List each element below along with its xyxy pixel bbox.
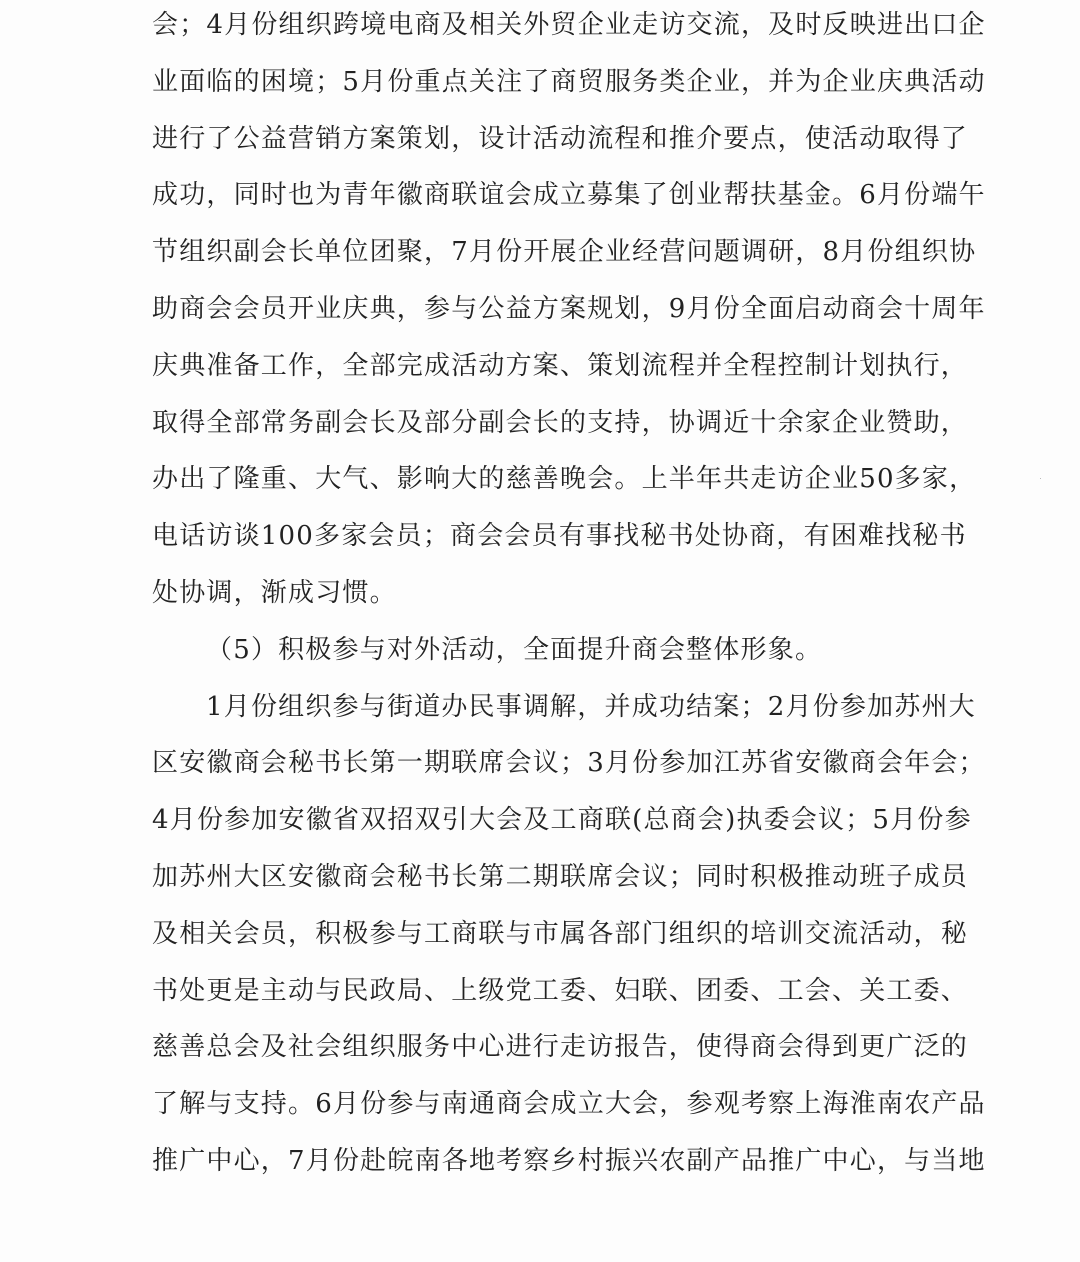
- text-line: 成功，同时也为青年徽商联谊会成立募集了创业帮扶基金。6月份端午: [152, 180, 986, 211]
- text-line: 节组织副会长单位团聚，7月份开展企业经营问题调研，8月份组织协: [152, 237, 977, 268]
- text-line: 区安徽商会秘书长第一期联席会议；3月份参加江苏省安徽商会年会；: [152, 748, 986, 779]
- text-line: 取得全部常务副会长及部分副会长的支持，协调近十余家企业赞助，: [152, 407, 969, 438]
- text-line: 推广中心，7月份赴皖南各地考察乡村振兴农副产品推广中心，与当地: [152, 1145, 986, 1176]
- text-line: 庆典准备工作，全部完成活动方案、策划流程并全程控制计划执行，: [152, 350, 969, 381]
- text-line: 4月份参加安徽省双招双引大会及工商联(总商会)执委会议；5月份参: [152, 805, 972, 836]
- text-line: 电话访谈100多家会员；商会会员有事找秘书处协商，有困难找秘书: [152, 521, 967, 552]
- text-line: 处协调，渐成习惯。: [152, 577, 397, 608]
- text-line: 1月份组织参与街道办民事调解，并成功结案；2月份参加苏州大: [206, 691, 976, 722]
- text-line: 加苏州大区安徽商会秘书长第二期联席会议；同时积极推动班子成员: [152, 861, 969, 892]
- text-line: 了解与支持。6月份参与南通商会成立大会，参观考察上海淮南农产品: [152, 1089, 986, 1120]
- text-line: 会；4月份组织跨境电商及相关外贸企业走访交流，及时反映进出口企: [152, 10, 986, 40]
- text-line: 书处更是主动与民政局、上级党工委、妇联、团委、工会、关工委、: [152, 975, 969, 1006]
- text-line: 办出了隆重、大气、影响大的慈善晚会。上半年共走访企业50多家，: [152, 464, 977, 495]
- text-line: 助商会会员开业庆典，参与公益方案规划，9月份全面启动商会十周年: [152, 293, 986, 324]
- document-body: [152, 0, 986, 1190]
- section-heading: （5）积极参与对外活动，全面提升商会整体形象。: [206, 634, 823, 665]
- text-line: 及相关会员，积极参与工商联与市属各部门组织的培训交流活动，秘: [152, 918, 969, 949]
- scan-speck: [1040, 478, 1041, 479]
- text-line: 慈善总会及社会组织服务中心进行走访报告，使得商会得到更广泛的: [152, 1032, 969, 1063]
- text-line: 进行了公益营销方案策划，设计活动流程和推介要点，使活动取得了: [152, 123, 969, 154]
- text-line: 业面临的困境；5月份重点关注了商贸服务类企业，并为企业庆典活动: [152, 66, 986, 97]
